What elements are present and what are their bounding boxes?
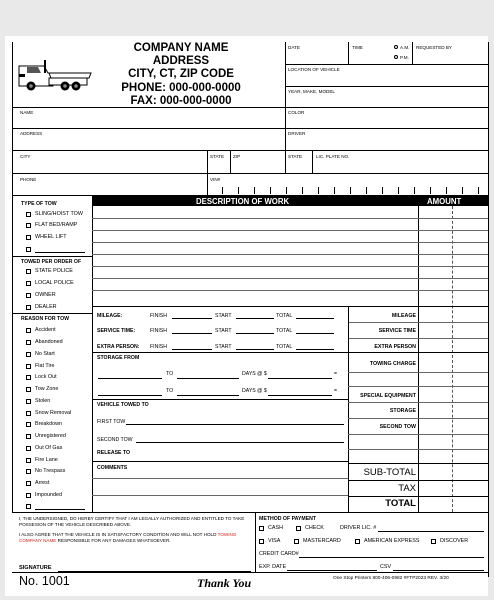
storage-days-label: DAYS @ $ bbox=[242, 371, 267, 377]
order-local-police-checkbox[interactable] bbox=[26, 281, 31, 286]
reason-checkbox[interactable] bbox=[26, 399, 31, 404]
amex-label: AMERICAN EXPRESS bbox=[364, 538, 420, 544]
tow-sling-label: SLING/HOIST TOW bbox=[35, 211, 83, 217]
reason-checkbox[interactable] bbox=[26, 458, 31, 463]
phone-label: PHONE bbox=[20, 177, 37, 182]
thank-you-text: Thank You bbox=[197, 576, 252, 590]
reason-checkbox[interactable] bbox=[26, 481, 31, 486]
extra-start-label: START bbox=[215, 344, 232, 350]
order-local-police-label: LOCAL POLICE bbox=[35, 280, 74, 286]
storage-to-label: TO bbox=[166, 371, 174, 377]
order-owner-label: OWNER bbox=[35, 292, 56, 298]
tow-truck-icon bbox=[13, 54, 93, 94]
service-time-right-label: SERVICE TIME bbox=[378, 328, 416, 334]
name-label: NAME bbox=[20, 110, 34, 115]
reason-checkbox[interactable] bbox=[26, 504, 31, 509]
csv-label: CSV bbox=[380, 564, 392, 570]
zip-label: ZIP bbox=[233, 154, 241, 159]
service-finish-label: FINISH bbox=[150, 328, 168, 334]
storage-to-label-2: TO bbox=[166, 388, 174, 394]
reason-label: Accident bbox=[35, 327, 56, 333]
service-start-label: START bbox=[215, 328, 232, 334]
reason-checkbox[interactable] bbox=[26, 375, 31, 380]
reason-label: No Start bbox=[35, 351, 55, 357]
discover-label: DISCOVER bbox=[440, 538, 469, 544]
tow-other-checkbox[interactable] bbox=[26, 247, 31, 252]
company-fax: FAX: 000-000-0000 bbox=[130, 94, 232, 107]
printer-credit: One Stop Printers 800-406-0982 #FTP2023 REV. 3/20 bbox=[333, 576, 449, 581]
extra-person-label: EXTRA PERSON: bbox=[97, 344, 140, 350]
customer-state-label: STATE bbox=[210, 154, 225, 159]
company-city: CITY, CT, ZIP CODE bbox=[128, 68, 234, 81]
service-total-label: TOTAL bbox=[276, 328, 293, 334]
year-make-model-label: YEAR, MAKE, MODEL bbox=[288, 89, 335, 94]
storage-eq-label-2: = bbox=[334, 388, 338, 394]
invoice-number: No. 1001 bbox=[19, 574, 70, 588]
reason-label: Unregistered bbox=[35, 433, 66, 439]
reason-label: Abandoned bbox=[35, 339, 63, 345]
extra-person-right-label: EXTRA PERSON bbox=[374, 344, 416, 350]
order-dealer-checkbox[interactable] bbox=[26, 305, 31, 310]
city-label: CITY bbox=[20, 154, 31, 159]
towing-company-name: TOWING COMPANY NAME bbox=[19, 532, 237, 543]
type-of-tow-title: TYPE OF TOW bbox=[21, 201, 57, 207]
mileage-label: MILEAGE: bbox=[97, 313, 123, 319]
pm-radio[interactable] bbox=[394, 55, 398, 59]
credit-card-label: CREDIT CARD# bbox=[259, 551, 299, 557]
color-label: COLOR bbox=[288, 110, 305, 115]
driver-lic-label: DRIVER LIC. # bbox=[340, 525, 377, 531]
storage-days-label-2: DAYS @ $ bbox=[242, 388, 267, 394]
reason-checkbox[interactable] bbox=[26, 422, 31, 427]
certify-text-2 bbox=[19, 532, 251, 543]
reason-checkbox[interactable] bbox=[26, 446, 31, 451]
reason-label: Tow Zone bbox=[35, 386, 59, 392]
storage-title: STORAGE FROM bbox=[97, 355, 140, 361]
mileage-finish-label: FINISH bbox=[150, 313, 168, 319]
reason-checkbox[interactable] bbox=[26, 411, 31, 416]
reason-label: No Trespass bbox=[35, 468, 66, 474]
towed-to-title: VEHICLE TOWED TO bbox=[97, 402, 149, 408]
pm-label: P.M. bbox=[400, 55, 409, 60]
visa-label: VISA bbox=[268, 538, 281, 544]
reason-checkbox[interactable] bbox=[26, 352, 31, 357]
second-tow-charge-label: SECOND TOW bbox=[379, 424, 416, 430]
certify-text-2a: I ALSO AGREE THAT THE VEHICLE IS IN SATISFACTORY CONDITION AND WILL NOT HOLD bbox=[19, 532, 217, 537]
am-label: A.M. bbox=[400, 45, 410, 50]
cash-checkbox[interactable] bbox=[259, 526, 264, 531]
cash-label: CASH bbox=[268, 525, 283, 531]
storage-charge-label: STORAGE bbox=[389, 408, 416, 414]
tow-flatbed-label: FLAT BED/RAMP bbox=[35, 222, 78, 228]
time-label: TIME bbox=[352, 45, 363, 50]
order-state-police-label: STATE POLICE bbox=[35, 268, 73, 274]
amex-checkbox[interactable] bbox=[355, 539, 360, 544]
reason-label: Out Of Gas bbox=[35, 445, 63, 451]
subtotal-label: SUB-TOTAL bbox=[363, 467, 416, 478]
location-label: LOCATION OF VEHICLE bbox=[288, 67, 340, 72]
extra-total-label: TOTAL bbox=[276, 344, 293, 350]
tax-label: TAX bbox=[398, 483, 416, 494]
total-label: TOTAL bbox=[385, 498, 416, 509]
exp-date-label: EXP. DATE bbox=[259, 564, 287, 570]
reason-label: Lock Out bbox=[35, 374, 57, 380]
state-label: STATE bbox=[288, 154, 303, 159]
reason-checkbox[interactable] bbox=[26, 434, 31, 439]
order-owner-checkbox[interactable] bbox=[26, 293, 31, 298]
service-time-label: SERVICE TIME: bbox=[97, 328, 136, 334]
company-info bbox=[100, 42, 262, 108]
check-checkbox[interactable] bbox=[296, 526, 301, 531]
certify-text-1: I, THE UNDERSIGNED, DO HERBY CERTIFY THAT I AM LEGALLY AUTHORIZED AND ENTITLED TO TAKE POSSESION OF THE VEHICLE DESCRIBED ABOVE. bbox=[19, 516, 245, 527]
towing-charge-label: TOWING CHARGE bbox=[369, 361, 416, 367]
mileage-total-label: TOTAL bbox=[276, 313, 293, 319]
reason-label: Arrest bbox=[35, 480, 50, 486]
first-tow-label: FIRST TOW bbox=[97, 419, 126, 425]
vin-label: VIN# bbox=[210, 177, 221, 182]
driver-label: DRIVER bbox=[288, 131, 306, 136]
order-dealer-label: DEALER bbox=[35, 304, 57, 310]
reason-checkbox[interactable] bbox=[26, 493, 31, 498]
second-tow-label: SECOND TOW bbox=[97, 437, 133, 443]
work-title: DESCRIPTION OF WORK bbox=[196, 197, 290, 206]
tow-flatbed-checkbox[interactable] bbox=[26, 223, 31, 228]
company-phone: PHONE: 000-000-0000 bbox=[121, 81, 241, 94]
address-label: ADDRESS bbox=[20, 131, 43, 136]
mileage-start-label: START bbox=[215, 313, 232, 319]
mileage-right-label: MILEAGE bbox=[391, 313, 416, 319]
mastercard-checkbox[interactable] bbox=[294, 539, 299, 544]
mastercard-label: MASTERCARD bbox=[303, 538, 341, 544]
reason-label: Stolen bbox=[35, 398, 51, 404]
reason-label: Snow Removal bbox=[35, 410, 72, 416]
plate-label: LIC. PLATE NO. bbox=[316, 154, 350, 159]
am-radio[interactable] bbox=[394, 45, 398, 49]
towed-per-order-title: TOWED PER ORDER OF bbox=[21, 259, 82, 265]
reason-checkbox[interactable] bbox=[26, 387, 31, 392]
visa-checkbox[interactable] bbox=[259, 539, 264, 544]
vin-boxes[interactable] bbox=[222, 183, 484, 195]
company-address: ADDRESS bbox=[152, 55, 210, 68]
payment-title: METHOD OF PAYMENT bbox=[259, 516, 317, 522]
company-name: COMPANY NAME bbox=[133, 42, 229, 54]
reason-label: Impounded bbox=[35, 492, 62, 498]
date-label: DATE bbox=[288, 45, 300, 50]
reason-label: Breakdown bbox=[35, 421, 62, 427]
tow-wheel-lift-checkbox[interactable] bbox=[26, 235, 31, 240]
certify-text-2b: RESPONSIBLE FOR ANY DAMAGES WHATSOEVER. bbox=[57, 537, 171, 543]
comments-title: COMMENTS bbox=[97, 465, 128, 471]
amount-title: AMOUNT bbox=[427, 197, 462, 206]
work-header-bar bbox=[92, 196, 488, 206]
reason-checkbox[interactable] bbox=[26, 364, 31, 369]
order-state-police-checkbox[interactable] bbox=[26, 269, 31, 274]
special-equipment-label: SPECIAL EQUIPMENT bbox=[360, 393, 416, 399]
reason-label: Flat Tire bbox=[35, 363, 55, 369]
reason-checkbox[interactable] bbox=[26, 340, 31, 345]
extra-finish-label: FINISH bbox=[150, 344, 168, 350]
release-to-title: RELEASE TO bbox=[97, 450, 131, 456]
discover-checkbox[interactable] bbox=[431, 539, 436, 544]
storage-eq-label: = bbox=[334, 371, 338, 377]
tow-sling-checkbox[interactable] bbox=[26, 212, 31, 217]
reason-checkbox[interactable] bbox=[26, 328, 31, 333]
requested-by-label: REQUESTED BY bbox=[416, 45, 452, 50]
signature-label: SIGNATURE bbox=[19, 565, 52, 571]
reason-label: Fire Lane bbox=[35, 457, 58, 463]
tow-wheel-lift-label: WHEEL LIFT bbox=[35, 234, 67, 240]
reason-checkbox[interactable] bbox=[26, 469, 31, 474]
reason-title: REASON FOR TOW bbox=[21, 316, 70, 322]
check-label: CHECK bbox=[305, 525, 324, 531]
